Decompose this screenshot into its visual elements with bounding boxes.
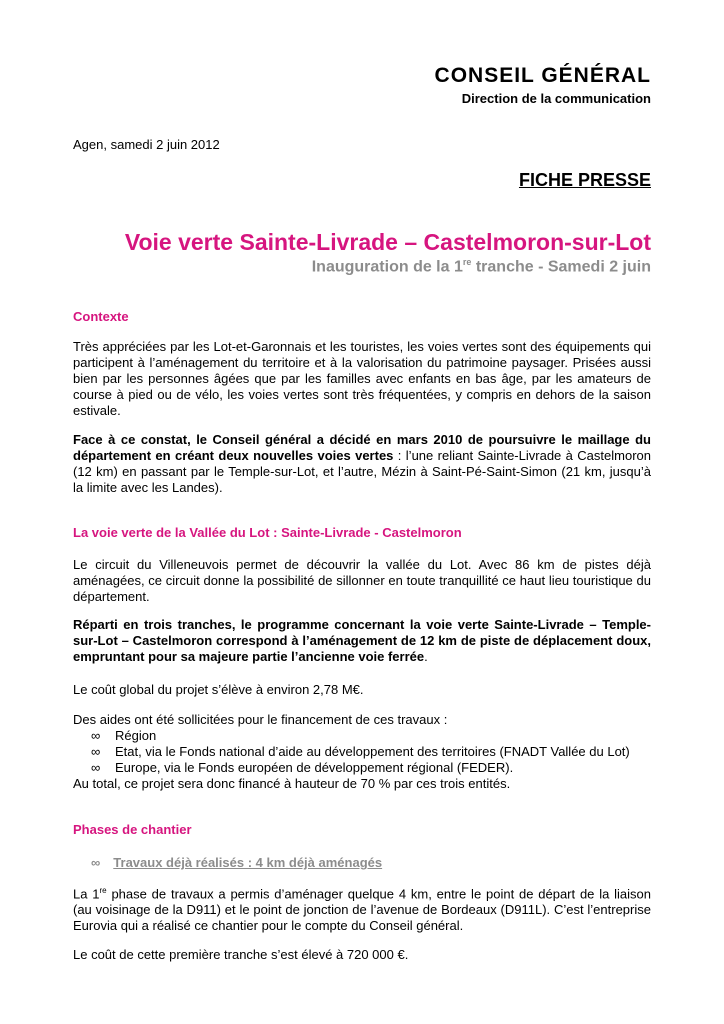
section-heading-contexte: Contexte bbox=[73, 309, 129, 324]
vallee-paragraph-3: Le coût global du projet s’élève à environ 2,78 M€. bbox=[73, 682, 364, 697]
list-item bbox=[73, 744, 651, 760]
contexte-p2-bold: Face à ce constat, le Conseil général a décidé en mars 2010 de poursuivre le maillage du département en créant deux nouvelles voies vertes bbox=[73, 432, 651, 463]
phases-p1-start: La 1 bbox=[73, 886, 100, 902]
infinity-bullet-icon: ∞ bbox=[91, 760, 101, 775]
vallee-paragraph-5: Au total, ce projet sera donc financé à hauteur de 70 % par ces trois entités. bbox=[73, 776, 511, 791]
vallee-paragraph-2 bbox=[73, 617, 651, 665]
subtitle-sup: re bbox=[462, 257, 472, 267]
vallee-paragraph-1: Le circuit du Villeneuvois permet de découvrir la vallée du Lot. Avec 86 km de pistes déjà aménagées, ce circuit donne la possibilité de sillonner en toute tranquillité ce haut lieu touristique du département. bbox=[73, 557, 651, 604]
vallee-paragraph-4: Des aides ont été sollicitées pour le financement de ces travaux : bbox=[73, 712, 448, 727]
infinity-bullet-icon: ∞ bbox=[91, 728, 101, 743]
subtitle-after: tranche - Samedi 2 juin bbox=[471, 258, 651, 276]
contexte-p2-rest: : l’une reliant Sainte-Livrade à Castelmoron (12 km) en passant par le Temple-sur-Lot, et l’autre, Mézin à Saint-Pé-Saint-Simon (21 km, jusqu’à la limite avec les Landes). bbox=[73, 448, 651, 495]
phases-p1-sup: re bbox=[99, 886, 107, 895]
date-line: Agen, samedi 2 juin 2012 bbox=[73, 137, 220, 152]
infinity-bullet-icon: ∞ bbox=[91, 855, 101, 870]
vallee-p2-bold: Réparti en trois tranches, le programme concernant la voie verte Sainte-Livrade – Temple-sur-Lot – Castelmoron correspond à l’aménagement de 12 km de piste de déplacement doux, empruntant pour sa majeure partie l’ancienne voie ferrée bbox=[73, 617, 651, 664]
page-title: Voie verte Sainte-Livrade – Castelmoron-sur-Lot bbox=[124, 229, 651, 255]
contexte-paragraph-2 bbox=[73, 432, 651, 496]
aide-label: Région bbox=[115, 728, 157, 743]
list-item bbox=[73, 728, 651, 744]
subtitle-before: Inauguration de la 1 bbox=[311, 258, 463, 276]
contexte-paragraph-1: Très appréciées par les Lot-et-Garonnais et les touristes, les voies vertes sont des équipements qui participent à l’aménagement du territoire et à la valorisation du patrimoine paysager. Prisées aussi bien par les personnes âgées que par les familles avec enfants en bas âge, par les amateurs de course à pied ou de vélo, les voies vertes sont très fréquentées, y compris en dehors de la saison estivale. bbox=[73, 339, 651, 418]
infinity-bullet-icon: ∞ bbox=[91, 744, 101, 759]
section-heading-vallee: La voie verte de la Vallée du Lot : Sainte-Livrade - Castelmoron bbox=[73, 525, 462, 540]
vallee-p2-rest: . bbox=[424, 649, 428, 664]
aide-label: Europe, via le Fonds européen de développement régional (FEDER). bbox=[115, 760, 514, 775]
doc-type: FICHE PRESSE bbox=[518, 170, 651, 190]
aide-label: Etat, via le Fonds national d’aide au développement des territoires (FNADT Vallée du Lot) bbox=[115, 744, 630, 759]
page-subtitle bbox=[312, 257, 651, 276]
phases-p1-rest: phase de travaux a permis d’aménager quelque 4 km, entre le point de départ de la liaison (au voisinage de la D911) et le point de jonction de l’avenue de Bordeaux (D911L). C’est l’entreprise Eurovia qui a réalisé ce chantier pour le compte du Conseil général. bbox=[73, 886, 651, 934]
phases-paragraph-2: Le coût de cette première tranche s’est élevé à 720 000 €. bbox=[73, 947, 409, 962]
aides-list bbox=[73, 728, 651, 776]
phase-item-label: Travaux déjà réalisés : 4 km déjà aménagés bbox=[113, 855, 383, 870]
section-heading-phases: Phases de chantier bbox=[73, 822, 192, 837]
department-name: Direction de la communication bbox=[461, 91, 651, 106]
phase-item bbox=[91, 855, 382, 870]
phases-paragraph-1 bbox=[73, 883, 651, 934]
list-item bbox=[73, 760, 651, 776]
org-name: CONSEIL GÉNÉRAL bbox=[434, 64, 651, 87]
